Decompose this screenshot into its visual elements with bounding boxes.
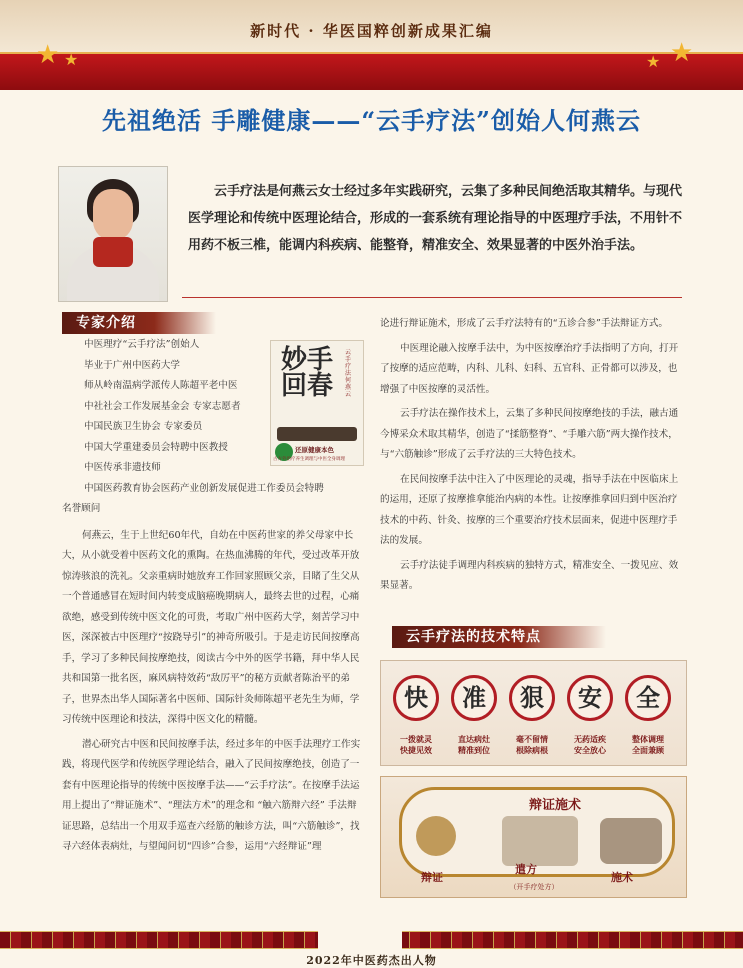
book-side-text: 云手疗法 何燕云 xyxy=(345,349,352,398)
page-header xyxy=(0,0,743,90)
feature-desc-line: 无药适疾 xyxy=(574,734,606,744)
profile-item: 中国民族卫生协会 专家委员 xyxy=(84,421,203,432)
treatment-diagram xyxy=(380,776,687,898)
biography-paragraph: 何燕云，生于上世纪60年代，自幼在中医药世家的养父母家中长大，从小就受着中医药文化的熏陶。在热血沸腾的年代，受过改革开放惊涛骇浪的洗礼。父亲重病时她放弃工作回家照顾父亲，目睹了生父从一个普通感冒在短时间内转变成脑癌晚期病人，最终去世的过程，心痛欲绝，感受到传统中医文化的可贵，考取广州中医药大学，刻苦学习中医，深深被古中医理疗“按跷导引”的神奇所吸引。于是走访民间按摩高手，学习了多种民间按摩绝技，阅读古今中外的医学书籍，拜中华人民共和国第一批名医，麻风病特效药“敌厉平”的秘方贡献者陈治平的弟子，世界杰出华人国际著名中医师、国际针灸师陈超平老先生为师，学习传统中医理论和技法，深得中医文化的精髓。 xyxy=(62,529,360,725)
profile-item: 师从岭南温病学派传人陈超平老中医 xyxy=(84,380,238,391)
feature-desc-line: 根除病根 xyxy=(516,745,548,755)
diagram-title: 辩证施术 xyxy=(528,798,581,813)
profile-item-line: 中国医药教育协会医药产业创新发展促进工作委员会特聘 xyxy=(84,482,324,494)
profile-item: 毕业于广州中医药大学 xyxy=(84,359,180,371)
diagnosis-image xyxy=(416,816,456,856)
profile-item: 中医理疗“云手疗法”创始人 xyxy=(84,339,200,350)
star-icon: ★ xyxy=(646,52,661,71)
star-icon: ★ xyxy=(670,38,694,68)
profile-heading: 专家介绍 xyxy=(62,312,216,334)
method-paragraph: 论进行辩证施术，形成了云手疗法特有的“五诊合参”手法辩证方式。 xyxy=(380,318,669,329)
diagram-label-left: 辩证 xyxy=(421,871,443,884)
diagram-label-mid: 遣方 xyxy=(515,863,537,876)
prescription-image xyxy=(502,816,578,866)
book-title: 妙手回春 xyxy=(281,345,334,401)
method-paragraph: 在民间按摩手法中注入了中医理论的灵魂，指导手法在中医临床上的运用，还原了按摩推拿能治内病的本性。让按摩推拿回归到中医治疗技术的中药、针灸、按摩的三个重要治疗技术层面来，促进中医理疗手法的发展。 xyxy=(380,473,679,546)
profile-item xyxy=(84,479,366,500)
feature-desc xyxy=(445,734,503,756)
feature-desc xyxy=(503,734,561,756)
portrait-photo xyxy=(58,166,168,302)
page-footer xyxy=(0,925,743,965)
star-icon: ★ xyxy=(64,50,79,69)
book-cover-image xyxy=(270,340,364,466)
diagram-label-right: 施术 xyxy=(611,871,633,884)
feature-desc xyxy=(619,734,677,756)
profile-item: 中医传承非遗技师 xyxy=(84,462,161,473)
star-icon: ★ xyxy=(36,40,60,70)
diagram-frame xyxy=(399,787,675,877)
intro-paragraph: 云手疗法是何燕云女士经过多年实践研究，云集了多种民间绝活取其精华。与现代医学理论和传统中医理论结合，形成的一套系统有理论指导的中医理疗手法，不用针不用药不板三椎，能调内科疾病、能整脊，精准安全、效果显著的中医外治手法。 xyxy=(188,184,683,253)
book-subtext: 古方外治疗养生调理与中医全身调理 xyxy=(273,457,345,462)
feature-desc-line: 快捷见效 xyxy=(400,745,432,755)
features-panel xyxy=(380,660,687,766)
method-paragraph: 云手疗法在操作技术上，云集了多种民间按摩绝技的手法，融古通今博采众术取其精华，创造了“揉筋整脊”、“手雕六筋”两大操作技术，与“六筋触诊”形成了云手疗法的三大特色技术。 xyxy=(380,408,679,460)
diagram-sub: （开手疗处方） xyxy=(509,883,559,891)
feature-char: 狠 xyxy=(509,675,555,721)
method-column xyxy=(380,314,682,597)
profile-item-line: 名誉顾问 xyxy=(62,503,101,514)
header-red-band xyxy=(0,52,743,90)
features-heading: 云手疗法的技术特点 xyxy=(392,626,606,648)
feature-char: 安 xyxy=(567,675,613,721)
feature-char: 全 xyxy=(625,675,671,721)
feature-desc-line: 一拨就灵 xyxy=(400,734,432,744)
massage-figure xyxy=(277,427,357,441)
feature-char: 准 xyxy=(451,675,497,721)
page-title: 先祖绝活 手雕健康——“云手疗法”创始人何燕云 xyxy=(102,106,641,135)
feature-desc-line: 整体调理 xyxy=(632,734,664,744)
feature-desc xyxy=(387,734,445,756)
feature-desc xyxy=(561,734,619,756)
biography-paragraph: 潜心研究古中医和民间按摩手法，经过多年的中医手法理疗工作实践，将现代医学和传统医学理论结合，融入了民间按摩绝技，创造了一套有中医理论指导的传统中医按摩手法——“云手疗法”。在按摩手法运用上提出了“辩证施术”、“理法方术”的理念和 “触六筋辩六经” 手法辩证思路，总结出一个用双手巡查六经筋的触诊方法，叫“六筋触诊”，找寻六经体表病灶，与望闻问切“四诊”合参，运用“六经辩证”理 xyxy=(62,738,361,852)
header-title: 新时代 · 华医国粹创新成果汇编 xyxy=(250,22,493,40)
feature-desc-line: 直达病灶 xyxy=(458,734,490,744)
profile-item: 中社社会工作发展基金会 专家志愿者 xyxy=(84,400,241,412)
footer-gap xyxy=(318,931,402,949)
treatment-image xyxy=(600,818,662,864)
method-paragraph: 云手疗法徒手调理内科疾病的独特方式，精准安全、一拨见应、效果显著。 xyxy=(380,559,679,591)
feature-desc-line: 安全放心 xyxy=(574,745,606,755)
feature-desc-line: 精准到位 xyxy=(458,745,490,755)
feature-desc-line: 全面兼顾 xyxy=(632,745,664,755)
method-paragraph: 中医理论融入按摩手法中，为中医按摩治疗手法指明了方向，打开了按摩的适应范畴，内科、儿科、妇科、五官科、正骨都可以涉及，也增强了中医按摩的灵活性。 xyxy=(380,342,679,395)
feature-desc-line: 毫不留情 xyxy=(516,734,548,744)
divider xyxy=(182,297,682,298)
feature-char: 快 xyxy=(393,675,439,721)
book-subtitle: 还原健康本色 xyxy=(295,446,334,454)
footer-text: 2022年中医药杰出人物 xyxy=(306,954,437,967)
profile-item: 中国大学重建委员会特聘中医教授 xyxy=(84,441,228,453)
